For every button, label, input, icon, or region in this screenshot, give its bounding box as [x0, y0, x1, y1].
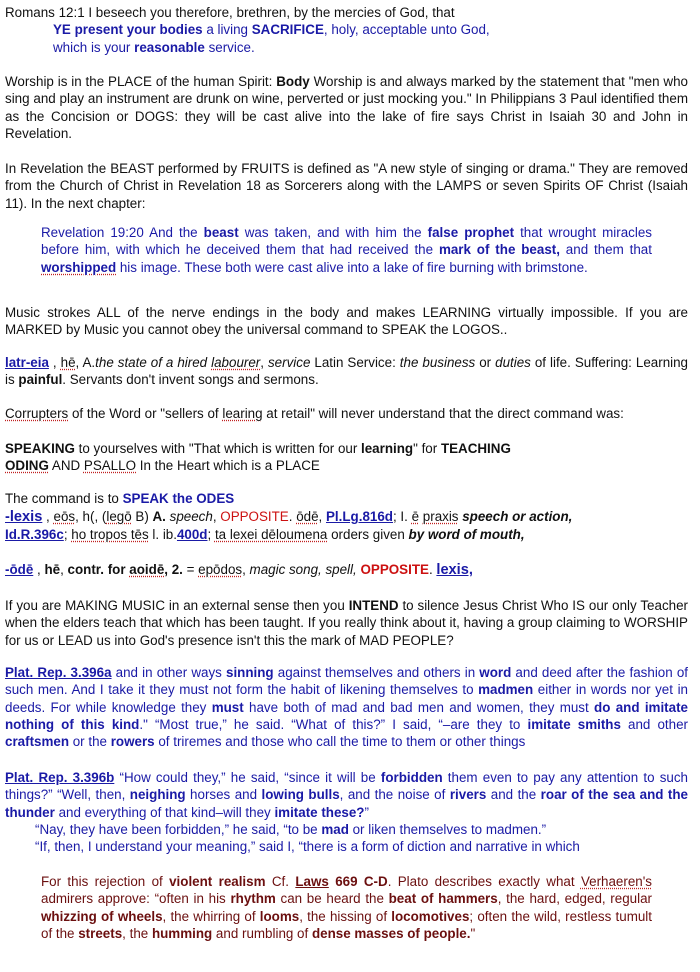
id-r-link[interactable]: Id.R.396c: [5, 527, 64, 543]
text-span: hē: [60, 355, 76, 370]
text-span: learing: [222, 406, 263, 421]
present-bodies-text: present your bodies: [74, 22, 203, 38]
text-span: , 2.: [164, 562, 183, 577]
romans-line1: Romans 12:1 I beseech you therefore, brethren, by the mercies of God, that: [5, 5, 455, 20]
text-span: his image. These both were cast alive into a lake of fire burning with brimstone.: [116, 259, 588, 275]
text-span: The command is to: [5, 491, 123, 506]
text-span: , and the noise of: [339, 787, 450, 803]
text-span: streets: [78, 925, 123, 941]
text-span: craftsmen: [5, 734, 70, 750]
romans-line2: [5, 22, 490, 37]
text-span: magic song, spell,: [249, 562, 357, 577]
text-span: of the Word or "sellers of: [68, 406, 223, 421]
text-span: ;: [63, 527, 72, 543]
text-span: of triremes and those who call the time to them or other things: [154, 734, 526, 750]
text-span: " for: [413, 441, 441, 456]
text-span: against themselves and others in: [273, 665, 480, 680]
text-span: A.: [152, 509, 166, 524]
text-span: contr.: [67, 562, 104, 577]
text-span: ,: [242, 562, 250, 577]
text-span: INTEND: [348, 598, 399, 613]
text-span: rhythm: [230, 891, 276, 907]
text-span: service: [267, 355, 311, 370]
making-music-paragraph: [5, 597, 688, 649]
text-span: orders given: [327, 527, 409, 543]
text-span: Revelation 19:20 And the: [41, 225, 204, 240]
text-span: rowers: [110, 734, 155, 750]
text-span: locomotives: [391, 908, 470, 924]
text-span: , the hard, edged, regular: [497, 891, 652, 907]
body-text: Body: [276, 74, 310, 89]
text-span: must: [211, 699, 244, 715]
text-span: can be heard the: [275, 891, 389, 907]
text-span: eōs: [53, 509, 76, 524]
ib-400d-link[interactable]: 400d: [176, 527, 208, 543]
text-span: or liken themselves to madmen.”: [348, 822, 547, 837]
text-span: SPEAK the ODES: [122, 491, 235, 506]
text-span: ta lexei dēloumena: [214, 527, 328, 543]
text-span: Worship is in the PLACE of the human Spirit:: [5, 74, 277, 89]
text-span: , the hissing of: [299, 908, 392, 924]
mark-of-beast-text: mark of the beast,: [438, 242, 560, 258]
text-span: Laws: [295, 874, 329, 889]
worshipped-text: worshipped: [41, 259, 117, 275]
romans-line3: [5, 40, 255, 55]
text-span: ōdē: [296, 509, 319, 524]
text-span: . Servants don't invent songs and sermons.: [62, 372, 319, 388]
text-span: them even to pay any attention to such things?” “Well, then,: [5, 770, 688, 803]
text-span: learning: [361, 441, 414, 456]
text-span: speech or action,: [458, 509, 573, 524]
text-span: and deed after the fashion of such men. And I take it they must not form the habit of likening themselves to: [5, 665, 688, 698]
text-span: .: [288, 509, 297, 524]
text-span: , the: [122, 925, 152, 941]
text-span: , A.: [75, 355, 96, 370]
text-span: AND: [48, 458, 84, 474]
text-span: for: [104, 562, 130, 577]
ye-text: YE: [53, 22, 71, 38]
text-span: painful: [18, 372, 63, 388]
text-span: M: [5, 305, 17, 320]
text-span: was taken, and with him the: [238, 225, 428, 240]
text-span: ,: [212, 509, 221, 524]
text-span: to silence Jesus Christ Who IS our only Teacher when the elders teach that which has been taught. If you really think about it, having a group claiming to WORSHIP for us or LEAD us into God's presence isn't this the mark of MAD PEOPLE?: [5, 598, 688, 648]
text-span: violent realism: [169, 874, 266, 889]
text-span: l. ib.: [148, 527, 177, 543]
ode-definition: [5, 561, 688, 579]
text-span: and other: [620, 716, 688, 732]
text-span: imitate these?: [274, 804, 365, 820]
ode-link[interactable]: -ōdē: [5, 562, 34, 577]
text-span: “How could they,” he said, “since it will be: [114, 770, 381, 785]
sacrifice-text: SACRIFICE: [251, 22, 324, 38]
text-span: ; often the wild, restless tumult of the: [41, 908, 652, 941]
text-span: madmen: [478, 682, 534, 698]
text-span: forbidden: [380, 770, 443, 785]
text-span: ": [470, 925, 476, 941]
text-span: neighing: [129, 787, 186, 803]
text-span: PSALLO: [83, 458, 136, 474]
text-span: mad: [321, 822, 349, 837]
text-span: SPEAKING: [5, 441, 75, 456]
text-span: that wrought miracles before him, with which he deceived them that had received the: [41, 225, 652, 258]
text-span: and them that: [559, 242, 652, 258]
text-span: dense masses of people.: [311, 925, 471, 941]
rejection-note: [41, 873, 652, 942]
text-span: . Suffering: Learning is: [5, 355, 689, 388]
text-span: to yourselves with "That which is written for our: [74, 441, 362, 456]
text-span: epōdos: [198, 562, 243, 577]
text-span: which is your: [53, 39, 135, 55]
text-span: B): [131, 509, 153, 524]
text-span: legō: [106, 509, 132, 524]
text-span: ,: [33, 562, 45, 577]
text-span: admirers approve: “often in his: [41, 891, 231, 907]
text-span: word: [479, 665, 512, 680]
text-span: service.: [204, 39, 255, 55]
text-span: or: [475, 355, 496, 370]
text-span: TEACHING: [440, 441, 511, 456]
text-span: Cf.: [265, 874, 296, 889]
text-span: . Plato describes exactly what: [387, 874, 581, 889]
lexis-link[interactable]: -lexis: [5, 509, 43, 525]
text-span: roar of the sea and the thunder: [5, 787, 689, 820]
text-span: ODING: [5, 458, 49, 474]
text-span: duties: [495, 355, 531, 370]
plato-396a-paragraph: [5, 664, 688, 750]
text-span: horses and: [185, 787, 262, 803]
text-span: ē: [411, 509, 420, 524]
text-span: , h(, (: [75, 509, 107, 524]
command-line: [5, 490, 688, 507]
text-span: ,: [48, 355, 61, 370]
text-span: and rumbling of: [212, 925, 312, 941]
text-span: ,: [42, 509, 54, 524]
text-span: usic strokes ALL of the nerve endings in the body and makes LEARNING virtually impossible. If you are MARKED by Music you cannot obey the universal command to SPEAK the LOGOS..: [5, 305, 688, 338]
text-span: .: [428, 562, 437, 577]
text-span: praxis: [422, 509, 459, 524]
text-span: whizzing of wheels: [41, 908, 163, 924]
nay-line: [5, 821, 688, 838]
text-span: speech: [165, 509, 213, 524]
text-span: Verhaeren's: [580, 874, 652, 889]
text-span: ,: [60, 562, 68, 577]
music-paragraph: [5, 304, 688, 339]
plat-rep-396a-link[interactable]: Plat. Rep. 3.396a: [5, 665, 112, 680]
text-span: or the: [69, 734, 111, 750]
text-span: of life: [530, 355, 568, 370]
text-span: imitate smiths: [527, 716, 621, 732]
pl-lg-link[interactable]: Pl.Lg.816d: [326, 509, 393, 524]
text-span: OPPOSITE: [360, 562, 429, 577]
text-span: =: [182, 562, 199, 577]
text-span: hē: [44, 562, 61, 577]
text-span: OPPOSITE: [220, 509, 289, 524]
lexis-definition: [5, 508, 688, 544]
text-span: sinning: [226, 665, 274, 680]
text-span: and in other ways: [111, 665, 226, 680]
corrupters-paragraph: [5, 405, 688, 422]
text-span: beat of hammers: [388, 891, 498, 907]
text-span: Worship is and always marked by the statement that "men who sing and play an instrument are drunk on wine, perverted or just mocking you." In Philippians 3 Paul identified them as the Concision or DOGS: they will be cast alive into the lake of fire says Christ in Isaiah 30 and John in Revelation.: [5, 74, 688, 141]
text-span: Latin Service:: [310, 355, 400, 370]
text-span: by word of mouth,: [408, 527, 525, 543]
beast-text: beast: [203, 225, 239, 240]
worship-paragraph: [5, 73, 688, 142]
text-span: ho tropos tēs: [71, 527, 149, 543]
speaking-paragraph: [5, 440, 688, 475]
plat-rep-396b-link[interactable]: Plat. Rep. 3.396b: [5, 770, 115, 785]
text-span: the state of a hired: [95, 355, 212, 370]
text-span: at retail" will never understand that the direct command was:: [262, 406, 624, 421]
false-prophet-text: false prophet: [427, 225, 515, 240]
lexis-ref-link[interactable]: lexis,: [436, 562, 473, 578]
revelation-paragraph: In Revelation the BEAST performed by FRUITS is defined as "A new style of singing or drama." They are removed from the Church of Christ in Revelation 18 as Sorcerers along with the LAMPS or seven Spirits OF Christ (Isaiah 11). In the next chapter:: [5, 161, 688, 211]
text-span: Corrupters: [5, 406, 69, 421]
text-span: do and imitate nothing of this kind: [5, 699, 688, 732]
text-span: ;: [207, 527, 215, 543]
text-span: , the whirring of: [162, 908, 260, 924]
text-span: the business: [399, 355, 476, 370]
text-span: and the: [486, 787, 541, 803]
text-span: , holy, acceptable unto God,: [323, 22, 490, 38]
text-span: lowing bulls: [261, 787, 340, 803]
text-span: have both of mad and bad men and women, they must: [243, 699, 595, 715]
text-span: ; I.: [392, 509, 412, 524]
text-span: If you are MAKING MUSIC in an external sense then you: [5, 598, 349, 613]
text-span: ,: [318, 509, 326, 524]
reasonable-text: reasonable: [134, 39, 205, 55]
text-span: “Nay, they have been forbidden,” he said, “to be: [35, 822, 322, 837]
text-span: aoidē: [129, 562, 165, 577]
if-then-line: “If, then, I understand your meaning,” said I, “there is a form of diction and narrative in which: [35, 839, 580, 854]
text-span: humming: [151, 925, 213, 941]
text-span: looms: [259, 908, 300, 924]
text-span: For this rejection of: [41, 874, 170, 889]
text-span: ." “Most true,” he said. “What of this?” I said, “–are they to: [139, 716, 528, 732]
text-span: ”: [364, 804, 369, 820]
latreia-link[interactable]: latr-eia: [5, 355, 49, 370]
text-span: either in words nor yet in deeds. For while knowledge they: [5, 682, 688, 715]
text-span: labourer: [211, 355, 261, 370]
plato-396b-paragraph: [5, 769, 688, 821]
text-span: ,: [260, 355, 268, 370]
text-span: 669 C-D: [335, 874, 388, 889]
latreia-definition: [5, 354, 688, 389]
text-span: rivers: [449, 787, 487, 803]
revelation-19-20-quote: [41, 224, 652, 276]
text-span: In the Heart which is a PLACE: [136, 458, 320, 474]
romans-quote: [5, 4, 688, 56]
text-span: and everything of that kind–will they: [54, 804, 275, 820]
text-span: a living: [202, 22, 252, 38]
